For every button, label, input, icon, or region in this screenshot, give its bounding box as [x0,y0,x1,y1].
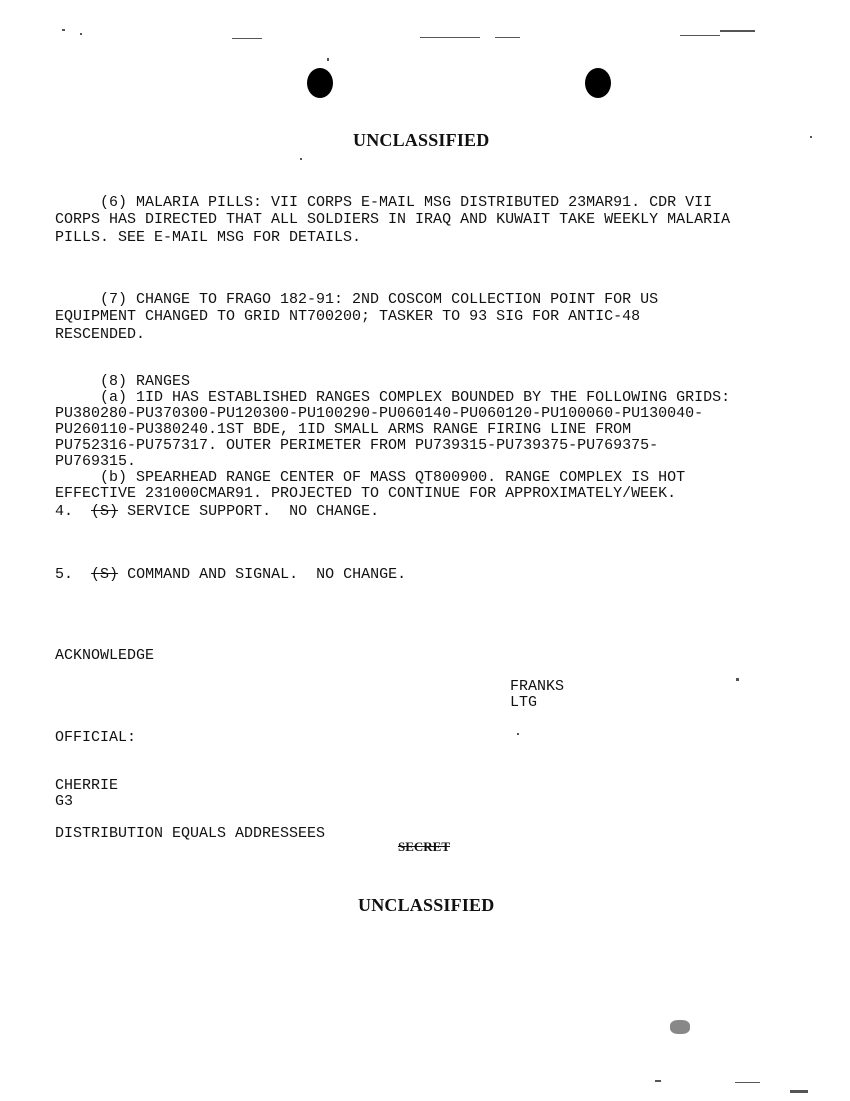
scan-artifact [495,37,520,38]
scan-artifact [232,38,262,39]
paragraph-6-line-3: PILLS. SEE E-MAIL MSG FOR DETAILS. [55,229,362,246]
section-4-text: SERVICE SUPPORT. NO CHANGE. [127,503,380,520]
paragraph-8-line-5: PU752316-PU757317. OUTER PERIMETER FROM PU739315-PU739375-PU769375- [55,437,659,454]
paragraph-8-line-6: PU769315. [55,453,137,470]
section-4-struck-marking: (S) [91,503,119,520]
scan-artifact [735,1082,760,1083]
scan-artifact [655,1080,661,1082]
scan-artifact [420,37,480,38]
scan-artifact [80,33,82,35]
section-5-number: 5. [55,566,74,583]
scan-artifact [790,1090,808,1093]
paragraph-8-line-7: (b) SPEARHEAD RANGE CENTER OF MASS QT800900. RANGE COMPLEX IS HOT [55,469,686,486]
signature-rank: LTG [510,694,538,711]
paragraph-6-line-1: (6) MALARIA PILLS: VII CORPS E-MAIL MSG DISTRIBUTED 23MAR91. CDR VII [55,194,713,211]
section-5-struck-marking: (S) [91,566,119,583]
scan-artifact [62,29,65,31]
paragraph-8-line-4: PU260110-PU380240.1ST BDE, 1ID SMALL ARMS RANGE FIRING LINE FROM [55,421,632,438]
scan-artifact [680,35,720,36]
paragraph-8-line-8: EFFECTIVE 231000CMAR91. PROJECTED TO CONTINUE FOR APPROXIMATELY/WEEK. [55,485,677,502]
punch-hole-right [585,68,611,98]
paragraph-8-line-1: (8) RANGES [55,373,191,390]
section-5-text: COMMAND AND SIGNAL. NO CHANGE. [127,566,407,583]
signature-name: FRANKS [510,678,565,695]
scan-artifact [736,678,739,681]
header-classification: UNCLASSIFIED [353,130,490,150]
section-4-number: 4. [55,503,74,520]
footer-classification: UNCLASSIFIED [358,895,495,915]
struck-secret-marking: SECRET [398,839,451,854]
scan-artifact [300,158,302,160]
acknowledge-line: ACKNOWLEDGE [55,647,155,664]
paragraph-7-line-2: EQUIPMENT CHANGED TO GRID NT700200; TASKER TO 93 SIG FOR ANTIC-48 [55,308,641,325]
section-5 [55,566,406,583]
punch-hole-left [307,68,333,98]
section-4 [55,503,379,520]
paragraph-7-line-3: RESCENDED. [55,326,146,343]
scan-artifact [720,30,755,32]
authenticator-name: CHERRIE [55,777,119,794]
paragraph-8-line-2: (a) 1ID HAS ESTABLISHED RANGES COMPLEX BOUNDED BY THE FOLLOWING GRIDS: [55,389,731,406]
scan-artifact [517,733,519,735]
scan-artifact [670,1020,690,1034]
paragraph-7-line-1: (7) CHANGE TO FRAGO 182-91: 2ND COSCOM COLLECTION POINT FOR US [55,291,659,308]
scan-artifact [327,58,329,61]
scan-artifact [810,136,812,138]
official-label: OFFICIAL: [55,729,137,746]
paragraph-6-line-2: CORPS HAS DIRECTED THAT ALL SOLDIERS IN IRAQ AND KUWAIT TAKE WEEKLY MALARIA [55,211,731,228]
paragraph-8-line-3: PU380280-PU370300-PU120300-PU100290-PU060140-PU060120-PU100060-PU130040- [55,405,704,422]
authenticator-office: G3 [55,793,74,810]
distribution-line: DISTRIBUTION EQUALS ADDRESSEES [55,825,326,842]
